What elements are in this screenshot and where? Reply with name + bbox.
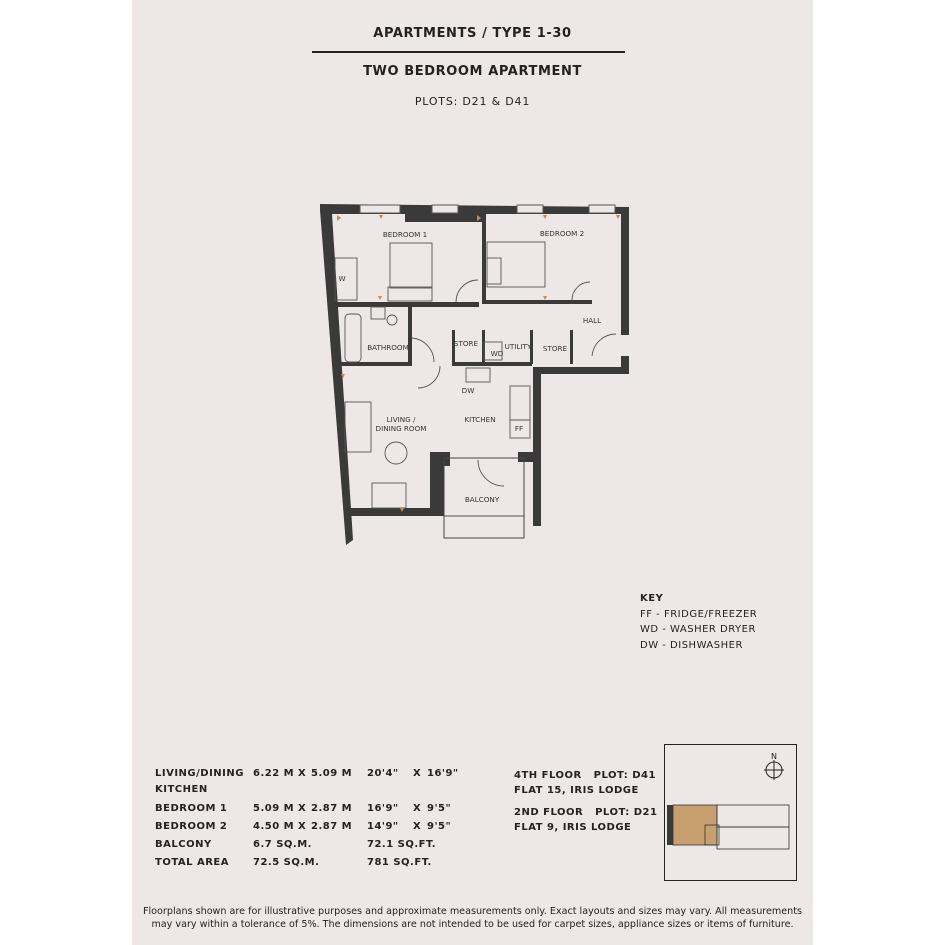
site-plan	[664, 744, 797, 881]
dim-x: X	[298, 821, 307, 832]
dim-room: TOTAL AREA	[155, 857, 229, 868]
disclaimer	[132, 905, 813, 931]
wall-wd	[482, 330, 485, 364]
label-bedroom2: BEDROOM 2	[539, 229, 585, 238]
dim-room: BEDROOM 2	[155, 821, 228, 832]
wall-top-inner	[405, 214, 485, 222]
wall-living-bottom	[346, 508, 444, 516]
disclaimer-line: may vary within a tolerance of 5%. The dimensions are not intended to be used for carpet sizes, appliance sizes or items of furniture.	[151, 919, 794, 930]
page-title: APARTMENTS / TYPE 1-30	[373, 26, 572, 41]
hob	[510, 386, 530, 420]
dim-x: X	[298, 803, 307, 814]
floor-line: 2ND FLOOR PLOT: D21	[514, 807, 658, 818]
label-dw: DW	[461, 386, 475, 395]
label-kitchen: KITCHEN	[464, 415, 496, 424]
plots-label: PLOTS: D21 & D41	[414, 95, 531, 108]
sofa	[345, 402, 371, 452]
dim-imperial-b: 16'9"	[427, 768, 459, 779]
key-item: WD - WASHER DRYER	[640, 624, 756, 635]
apartment-type: TWO BEDROOM APARTMENT	[363, 64, 582, 79]
key-item: DW - DISHWASHER	[640, 639, 743, 651]
label-bathroom: BATHROOM	[367, 343, 409, 352]
label-living-1: LIVING /	[386, 415, 416, 424]
bed2	[487, 242, 545, 287]
label-wd: WD	[490, 349, 504, 358]
label-utility: UTILITY	[504, 342, 532, 351]
wall-bed-divider	[482, 214, 486, 302]
dim-imperial-a: 72.1 SQ.FT.	[367, 839, 437, 850]
floor-line: 4TH FLOOR PLOT: D41	[514, 770, 656, 781]
dim-imperial-a: 781 SQ.FT.	[367, 857, 432, 868]
toilet	[387, 315, 397, 325]
dim-room: LIVING/DINING	[155, 768, 244, 779]
disclaimer-line: Floorplans shown are for illustrative purposes and approximate measurements only. Exact layouts and sizes may vary. All measurements	[142, 906, 802, 917]
wall-right-upper	[621, 207, 629, 335]
dim-metric-b: 5.09 M	[311, 768, 353, 779]
dim-imperial-a: 20'4"	[367, 768, 399, 779]
label-store1: STORE	[453, 339, 479, 348]
label-living-2: DINING ROOM	[375, 424, 427, 433]
sink	[371, 307, 385, 319]
site-plan-drawing	[665, 745, 796, 880]
dim-metric-a: 72.5 SQ.M.	[253, 857, 320, 868]
dim-metric-a: 5.09 M	[253, 803, 295, 814]
dim-x: X	[413, 768, 422, 779]
bath	[345, 314, 361, 362]
label-ff: FF	[514, 424, 524, 433]
bed1-pillows	[388, 287, 432, 301]
wall-bath-bottom	[340, 362, 412, 366]
wall-bath-right	[408, 304, 412, 366]
floor-line: FLAT 15, IRIS LODGE	[514, 785, 639, 796]
dim-imperial-b: 9'5"	[427, 821, 452, 832]
dim-room-cont: KITCHEN	[155, 784, 208, 795]
north-label: N	[771, 752, 777, 761]
label-hall: HALL	[582, 316, 602, 325]
bed1	[390, 243, 432, 288]
label-balcony: BALCONY	[464, 495, 500, 504]
kitchen-sink	[466, 368, 490, 382]
wall-bed2-bottom	[482, 300, 592, 304]
dim-room: BALCONY	[155, 839, 212, 850]
dim-x: X	[298, 768, 307, 779]
dim-room: BEDROOM 1	[155, 803, 228, 814]
label-store2: STORE	[542, 344, 568, 353]
dim-imperial-b: 9'5"	[427, 803, 452, 814]
key-heading: KEY	[640, 593, 664, 604]
label-bedroom1: BEDROOM 1	[382, 230, 428, 239]
label-w: W	[338, 274, 346, 283]
dim-metric-a: 6.22 M	[253, 768, 295, 779]
wall-hall-bottom	[533, 367, 629, 374]
wall-balcony-corner	[430, 452, 450, 466]
armchair	[372, 483, 406, 508]
dining-table	[385, 442, 407, 464]
dim-imperial-a: 14'9"	[367, 821, 399, 832]
dim-metric-a: 4.50 M	[253, 821, 295, 832]
wall-store2-r	[570, 330, 573, 364]
key-item: FF - FRIDGE/FREEZER	[640, 608, 758, 620]
floor-line: FLAT 9, IRIS LODGE	[514, 822, 632, 833]
wall-balcony-right	[518, 452, 540, 462]
dim-x: X	[413, 821, 422, 832]
dim-imperial-a: 16'9"	[367, 803, 399, 814]
wall-bed1-bottom	[334, 302, 479, 307]
key-legend	[640, 591, 757, 653]
wall-kitchen-right	[533, 367, 541, 526]
floorplan-sheet	[132, 0, 813, 945]
walls	[320, 204, 629, 545]
dim-metric-a: 6.7 SQ.M.	[253, 839, 312, 850]
floor-locations	[514, 768, 657, 835]
dim-x: X	[413, 803, 422, 814]
dim-metric-b: 2.87 M	[311, 821, 353, 832]
wall-utility-bottom	[452, 362, 532, 366]
bed2-pillows	[487, 258, 501, 284]
dim-metric-b: 2.87 M	[311, 803, 353, 814]
wall-outer-left-top	[320, 204, 628, 545]
